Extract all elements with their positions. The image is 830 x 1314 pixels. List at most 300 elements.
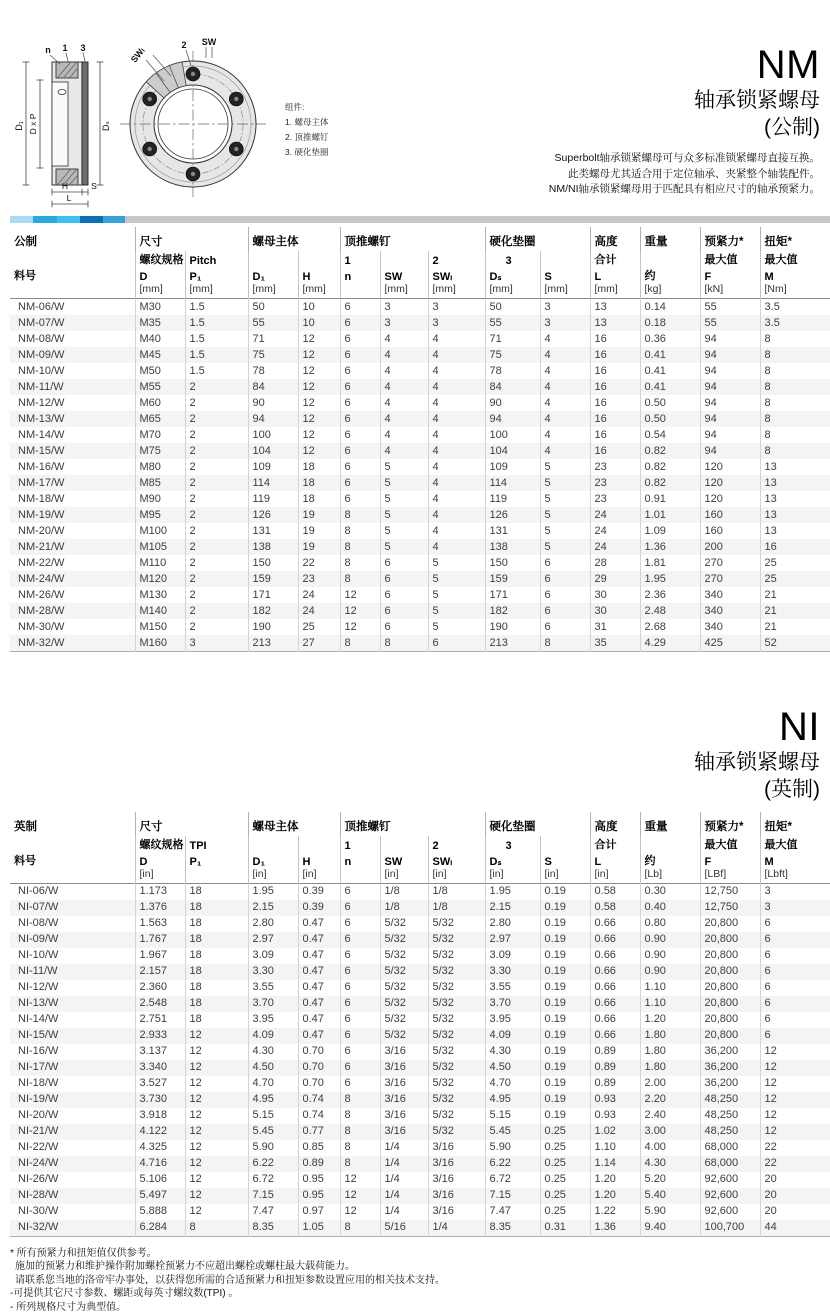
table-cell: 1.173 xyxy=(135,883,185,900)
table-cell: 3 xyxy=(380,315,428,331)
table-cell: 1.5 xyxy=(185,331,248,347)
table-cell: 5 xyxy=(428,619,485,635)
product-code: NI xyxy=(779,705,820,749)
column-header: P₁ xyxy=(185,267,248,283)
table-cell: 3/16 xyxy=(428,1204,485,1220)
table-cell: 270 xyxy=(700,555,760,571)
table-cell: 109 xyxy=(248,459,298,475)
table-cell: 5/32 xyxy=(380,916,428,932)
sub-header: 合计 xyxy=(590,251,640,267)
accent-bar-segment xyxy=(57,216,80,223)
table-cell: NI-19/W xyxy=(18,1093,59,1106)
column-header: n xyxy=(340,852,380,868)
table-cell: 20,800 xyxy=(700,980,760,996)
callout-n: n xyxy=(45,45,51,55)
table-cell: 23 xyxy=(590,459,640,475)
table-cell: NM-28/W xyxy=(18,604,65,617)
table-cell: NM-32/W xyxy=(18,636,65,649)
table-cell: 5 xyxy=(380,475,428,491)
table-row xyxy=(10,964,830,980)
sub-header xyxy=(10,251,135,267)
table-cell: 3.09 xyxy=(485,948,540,964)
table-cell: 36,200 xyxy=(700,1044,760,1060)
table-cell: 22 xyxy=(760,1156,830,1172)
table-cell: 3/16 xyxy=(380,1124,428,1140)
table-cell: 200 xyxy=(700,539,760,555)
table-cell: NM-30/W xyxy=(18,620,65,633)
table-cell: 5/32 xyxy=(428,1092,485,1108)
table-cell: 55 xyxy=(700,299,760,316)
table-cell: 2 xyxy=(185,491,248,507)
table-cell: 100,700 xyxy=(700,1220,760,1237)
table-cell: 104 xyxy=(485,443,540,459)
table-cell: 4.50 xyxy=(485,1060,540,1076)
table-cell: 12 xyxy=(185,1140,248,1156)
table-cell: 8 xyxy=(760,363,830,379)
table-cell: 5/32 xyxy=(380,996,428,1012)
table-cell: 6 xyxy=(380,587,428,603)
table-cell: 0.19 xyxy=(540,980,590,996)
table-cell: 12 xyxy=(185,1060,248,1076)
table-cell: 0.82 xyxy=(640,475,700,491)
table-cell: 6 xyxy=(760,980,830,996)
unit-header: [kN] xyxy=(700,283,760,299)
unit-header: [mm] xyxy=(248,283,298,299)
table-cell: 5.15 xyxy=(248,1108,298,1124)
table-cell: 4 xyxy=(540,395,590,411)
table-cell: NI-18/W xyxy=(18,1077,59,1090)
table-cell: 114 xyxy=(248,475,298,491)
table-cell: 12 xyxy=(340,603,380,619)
table-row xyxy=(10,587,830,603)
sub-header: 螺纹规格 xyxy=(135,251,185,267)
table-cell: 19 xyxy=(298,523,340,539)
table-cell: 6 xyxy=(340,980,380,996)
table-cell: 2 xyxy=(185,587,248,603)
table-cell: 2.360 xyxy=(135,980,185,996)
table-cell: 18 xyxy=(185,932,248,948)
product-system: (公制) xyxy=(764,116,820,140)
table-cell: 12 xyxy=(340,1204,380,1220)
column-header: 料号 xyxy=(14,854,36,867)
table-cell: 6 xyxy=(340,427,380,443)
table-cell: NM-07/W xyxy=(18,316,65,329)
unit-header: [in] xyxy=(135,868,185,884)
table-cell: 78 xyxy=(248,363,298,379)
callout-sw: SW xyxy=(201,37,217,47)
table-cell: M160 xyxy=(135,635,185,652)
table-cell: 12 xyxy=(298,427,340,443)
table-cell: 6 xyxy=(340,331,380,347)
table-cell: 340 xyxy=(700,603,760,619)
table-cell: 1.14 xyxy=(590,1156,640,1172)
column-header: D₁ xyxy=(248,267,298,283)
table-cell: 4.122 xyxy=(135,1124,185,1140)
top-section xyxy=(0,0,830,216)
table-cell: 2 xyxy=(185,475,248,491)
table-cell: NM-11/W xyxy=(18,380,64,393)
table-cell: 0.19 xyxy=(540,900,590,916)
table-cell: 12 xyxy=(185,1156,248,1172)
table-cell: NI-13/W xyxy=(18,997,59,1010)
table-row xyxy=(10,443,830,459)
table-cell: 2.15 xyxy=(485,900,540,916)
table-cell: NI-11/W xyxy=(18,965,58,978)
table-cell: 8 xyxy=(760,427,830,443)
table-cell: 1/4 xyxy=(380,1204,428,1220)
table-row xyxy=(10,539,830,555)
table-cell: 4.00 xyxy=(640,1140,700,1156)
description-line: Superbolt轴承锁紧螺母可与众多标准锁紧螺母直接互换。 xyxy=(554,151,820,164)
table-cell: 18 xyxy=(185,900,248,916)
table-cell: 1.5 xyxy=(185,347,248,363)
unit-header: [in] xyxy=(590,868,640,884)
group-header-row xyxy=(10,227,830,251)
column-header: 约 xyxy=(640,852,700,868)
table-cell: 8 xyxy=(340,1140,380,1156)
table-cell: NI-07/W xyxy=(18,901,59,914)
table-cell: 3 xyxy=(760,900,830,916)
table-cell: NM-10/W xyxy=(18,364,65,377)
sub-header xyxy=(248,836,298,852)
table-cell: 9.40 xyxy=(640,1220,700,1237)
sub-header xyxy=(640,836,700,852)
table-cell: 3.30 xyxy=(485,964,540,980)
sub-header xyxy=(248,251,298,267)
table-cell: 0.50 xyxy=(640,395,700,411)
table-cell: 0.30 xyxy=(640,883,700,900)
table-cell: 12 xyxy=(760,1124,830,1140)
table-cell: 1.95 xyxy=(485,883,540,900)
table-cell: 5 xyxy=(540,539,590,555)
table-cell: 1.10 xyxy=(590,1140,640,1156)
table-cell: M35 xyxy=(135,315,185,331)
table-cell: 2 xyxy=(185,395,248,411)
sub-header: 最大值 xyxy=(760,836,830,852)
accent-bar xyxy=(10,216,830,223)
table-cell: 6 xyxy=(540,619,590,635)
table-cell: 3 xyxy=(185,635,248,652)
sub-header: 1 xyxy=(340,836,380,852)
table-cell: M75 xyxy=(135,443,185,459)
footnote-line: 施加的预紧力和维护操作附加螺栓预紧力不应超出螺栓或螺柱最大载荷能力。 xyxy=(15,1261,355,1273)
table-cell: 0.77 xyxy=(298,1124,340,1140)
table-cell: 24 xyxy=(298,587,340,603)
table-cell: 3 xyxy=(380,299,428,316)
table-cell: 0.66 xyxy=(590,1028,640,1044)
table-cell: NM-12/W xyxy=(18,396,65,409)
column-header: D xyxy=(135,852,185,868)
table-cell: 0.47 xyxy=(298,1012,340,1028)
table-cell: 18 xyxy=(298,491,340,507)
table-cell: 6 xyxy=(340,347,380,363)
table-cell: 3.137 xyxy=(135,1044,185,1060)
sub-header xyxy=(298,836,340,852)
table-cell: 1.80 xyxy=(640,1028,700,1044)
table-cell: 5/32 xyxy=(428,916,485,932)
column-header: H xyxy=(298,852,340,868)
table-cell: 0.66 xyxy=(590,916,640,932)
table-cell: 182 xyxy=(485,603,540,619)
table-cell: 8.35 xyxy=(485,1220,540,1237)
table-cell: 5/32 xyxy=(428,1124,485,1140)
table-cell: 0.25 xyxy=(540,1204,590,1220)
table-cell: NI-28/W xyxy=(18,1189,59,1202)
table-cell: 18 xyxy=(185,883,248,900)
table-cell: 6.284 xyxy=(135,1220,185,1237)
table-cell: 0.19 xyxy=(540,1060,590,1076)
table-cell: 1.05 xyxy=(298,1220,340,1237)
table-cell: 12 xyxy=(298,379,340,395)
table-cell: 120 xyxy=(700,491,760,507)
table-row xyxy=(10,1172,830,1188)
table-cell: 6 xyxy=(340,996,380,1012)
unit-header: [LBf] xyxy=(700,868,760,884)
table-cell: NI-24/W xyxy=(18,1157,59,1170)
table-cell: M30 xyxy=(135,299,185,316)
table-cell: 2.36 xyxy=(640,587,700,603)
table-cell: 0.14 xyxy=(640,299,700,316)
table-cell: 1/8 xyxy=(380,900,428,916)
table-cell: 0.19 xyxy=(540,883,590,900)
table-row xyxy=(10,1028,830,1044)
table-cell: 0.41 xyxy=(640,363,700,379)
table-cell: 22 xyxy=(298,555,340,571)
table-cell: NI-16/W xyxy=(18,1045,59,1058)
table-cell: 8 xyxy=(185,1220,248,1237)
table-cell: 13 xyxy=(760,507,830,523)
table-cell: 0.70 xyxy=(298,1044,340,1060)
table-cell: 1.563 xyxy=(135,916,185,932)
table-cell: 12 xyxy=(185,1044,248,1060)
unit-header: [in] xyxy=(248,868,298,884)
column-header: Dₛ xyxy=(485,267,540,283)
table-cell: 1.20 xyxy=(590,1172,640,1188)
table-cell: M50 xyxy=(135,363,185,379)
table-cell: 0.19 xyxy=(540,1028,590,1044)
table-cell: 5 xyxy=(428,571,485,587)
table-cell: 4 xyxy=(428,347,485,363)
table-cell: NI-30/W xyxy=(18,1205,59,1218)
table-cell: NI-32/W xyxy=(18,1221,59,1234)
table-cell: 20 xyxy=(760,1204,830,1220)
table-cell: 4 xyxy=(380,363,428,379)
table-cell: 0.85 xyxy=(298,1140,340,1156)
table-cell: 18 xyxy=(185,996,248,1012)
table-cell: 7.47 xyxy=(248,1204,298,1220)
table-cell: 6 xyxy=(340,491,380,507)
table-cell: 1.36 xyxy=(640,539,700,555)
table-cell: 6 xyxy=(340,1012,380,1028)
table-cell: 6 xyxy=(340,411,380,427)
unit-header: [in] xyxy=(485,868,540,884)
table-cell: 5 xyxy=(540,459,590,475)
table-cell: 0.93 xyxy=(590,1092,640,1108)
table-cell: 84 xyxy=(485,379,540,395)
table-cell: 3 xyxy=(540,299,590,316)
table-cell: M65 xyxy=(135,411,185,427)
table-cell: 24 xyxy=(590,539,640,555)
table-cell: 4 xyxy=(428,539,485,555)
table-cell: 4 xyxy=(428,491,485,507)
table-cell: M60 xyxy=(135,395,185,411)
table-cell: 0.66 xyxy=(590,932,640,948)
table-cell: 4.70 xyxy=(248,1076,298,1092)
table-cell: 48,250 xyxy=(700,1108,760,1124)
table-cell: 109 xyxy=(485,459,540,475)
table-cell: 4 xyxy=(380,347,428,363)
column-header: D xyxy=(135,267,185,283)
cross-section-view xyxy=(14,43,111,207)
table-cell: 3/16 xyxy=(428,1140,485,1156)
table-cell: 4 xyxy=(380,379,428,395)
technical-drawing xyxy=(12,34,322,214)
table-cell: 12 xyxy=(185,1124,248,1140)
table-cell: 50 xyxy=(248,299,298,316)
table-cell: 22 xyxy=(760,1140,830,1156)
table-cell: 4 xyxy=(428,459,485,475)
table-cell: M45 xyxy=(135,347,185,363)
table-row xyxy=(10,619,830,635)
table-cell: 94 xyxy=(700,427,760,443)
table-cell: 4 xyxy=(428,411,485,427)
table-cell: 12 xyxy=(185,1092,248,1108)
table-cell: 159 xyxy=(485,571,540,587)
table-cell: 4 xyxy=(428,427,485,443)
column-header: n xyxy=(340,267,380,283)
table-cell: 55 xyxy=(485,315,540,331)
table-cell: 0.89 xyxy=(590,1044,640,1060)
table-cell: 114 xyxy=(485,475,540,491)
table-cell: 5.45 xyxy=(248,1124,298,1140)
table-cell: 0.47 xyxy=(298,932,340,948)
column-header: S xyxy=(540,852,590,868)
table-cell: 6.22 xyxy=(248,1156,298,1172)
table-cell: 6 xyxy=(760,932,830,948)
table-row xyxy=(10,916,830,932)
table-row xyxy=(10,1076,830,1092)
sub-header: 3 xyxy=(485,251,540,267)
table-cell: 12 xyxy=(760,1108,830,1124)
table-cell: NM-06/W xyxy=(18,300,65,313)
table-cell: 2 xyxy=(185,427,248,443)
table-cell: 5.45 xyxy=(485,1124,540,1140)
table-cell: 0.19 xyxy=(540,1108,590,1124)
accent-bar-segment xyxy=(10,216,33,223)
metric-table xyxy=(10,227,830,652)
sub-header: 最大值 xyxy=(700,836,760,852)
column-header-row xyxy=(10,852,830,868)
table-cell: NM-17/W xyxy=(18,476,65,489)
group-header: 扭矩* xyxy=(760,227,830,251)
column-header: M xyxy=(760,852,830,868)
table-cell: 94 xyxy=(485,411,540,427)
table-cell: 0.19 xyxy=(540,1076,590,1092)
table-cell: 20,800 xyxy=(700,964,760,980)
table-cell: 12 xyxy=(185,1188,248,1204)
table-row xyxy=(10,1012,830,1028)
table-cell: 13 xyxy=(590,299,640,316)
table-cell: 0.66 xyxy=(590,964,640,980)
table-cell: 75 xyxy=(485,347,540,363)
table-cell: NM-22/W xyxy=(18,556,65,569)
subheader-row xyxy=(10,836,830,852)
table-cell: 8.35 xyxy=(248,1220,298,1237)
table-cell: 0.19 xyxy=(540,948,590,964)
unit-header: [mm] xyxy=(380,283,428,299)
unit-header xyxy=(10,868,135,884)
table-cell: 4 xyxy=(380,427,428,443)
table-cell: 3/16 xyxy=(428,1188,485,1204)
table-cell: 0.19 xyxy=(540,1044,590,1060)
table-cell: 2.548 xyxy=(135,996,185,1012)
table-cell: 1/8 xyxy=(428,900,485,916)
callout-swl: SWₗ xyxy=(128,45,147,65)
footnote-line: - 所列规格尺寸为典型值。 xyxy=(10,1301,127,1313)
unit-header: [in] xyxy=(540,868,590,884)
table-cell: 12 xyxy=(185,1028,248,1044)
table-cell: 0.82 xyxy=(640,459,700,475)
unit-row xyxy=(10,283,830,299)
unit-header: [Nm] xyxy=(760,283,830,299)
table-cell: 12 xyxy=(340,1188,380,1204)
table-cell: 8 xyxy=(340,1124,380,1140)
table-cell: M85 xyxy=(135,475,185,491)
table-cell: 2.751 xyxy=(135,1012,185,1028)
column-header: P₁ xyxy=(185,852,248,868)
table-cell: 21 xyxy=(760,619,830,635)
table-row xyxy=(10,1204,830,1220)
table-cell: 100 xyxy=(485,427,540,443)
table-cell: 6 xyxy=(760,948,830,964)
table-cell: 2 xyxy=(185,523,248,539)
table-cell: 340 xyxy=(700,619,760,635)
table-cell: 2.40 xyxy=(640,1108,700,1124)
unit-header xyxy=(10,283,135,299)
table-cell: 0.89 xyxy=(590,1076,640,1092)
table-cell: 3 xyxy=(428,315,485,331)
table-cell: 159 xyxy=(248,571,298,587)
table-cell: 1.36 xyxy=(590,1220,640,1237)
table-cell: 55 xyxy=(248,315,298,331)
table-cell: 6 xyxy=(340,379,380,395)
column-header-row xyxy=(10,267,830,283)
table-cell: NM-16/W xyxy=(18,460,65,473)
table-cell: 2 xyxy=(185,379,248,395)
table-cell: 55 xyxy=(700,315,760,331)
table-cell: 100 xyxy=(248,427,298,443)
table-cell: 5.497 xyxy=(135,1188,185,1204)
column-header: SW xyxy=(380,267,428,283)
table-cell: 131 xyxy=(248,523,298,539)
table-cell: 18 xyxy=(185,980,248,996)
callout-3: 3 xyxy=(80,43,86,53)
product-system: (英制) xyxy=(764,778,820,802)
table-cell: 1.5 xyxy=(185,299,248,316)
accent-bar-segment xyxy=(33,216,57,223)
table-cell: 5/32 xyxy=(428,1060,485,1076)
legend-item: 2. 顶推螺钉 xyxy=(285,131,329,142)
product-subtitle: 轴承锁紧螺母 xyxy=(694,751,820,775)
table-cell: M110 xyxy=(135,555,185,571)
table-row xyxy=(10,1156,830,1172)
footnote-line: -可提供其它尺寸参数、螺距或每英寸螺纹数(TPI) 。 xyxy=(10,1288,239,1300)
table-cell: 0.40 xyxy=(640,900,700,916)
table-cell: 5.15 xyxy=(485,1108,540,1124)
table-row xyxy=(10,883,830,900)
table-cell: 1.80 xyxy=(640,1044,700,1060)
table-cell: 5 xyxy=(380,459,428,475)
